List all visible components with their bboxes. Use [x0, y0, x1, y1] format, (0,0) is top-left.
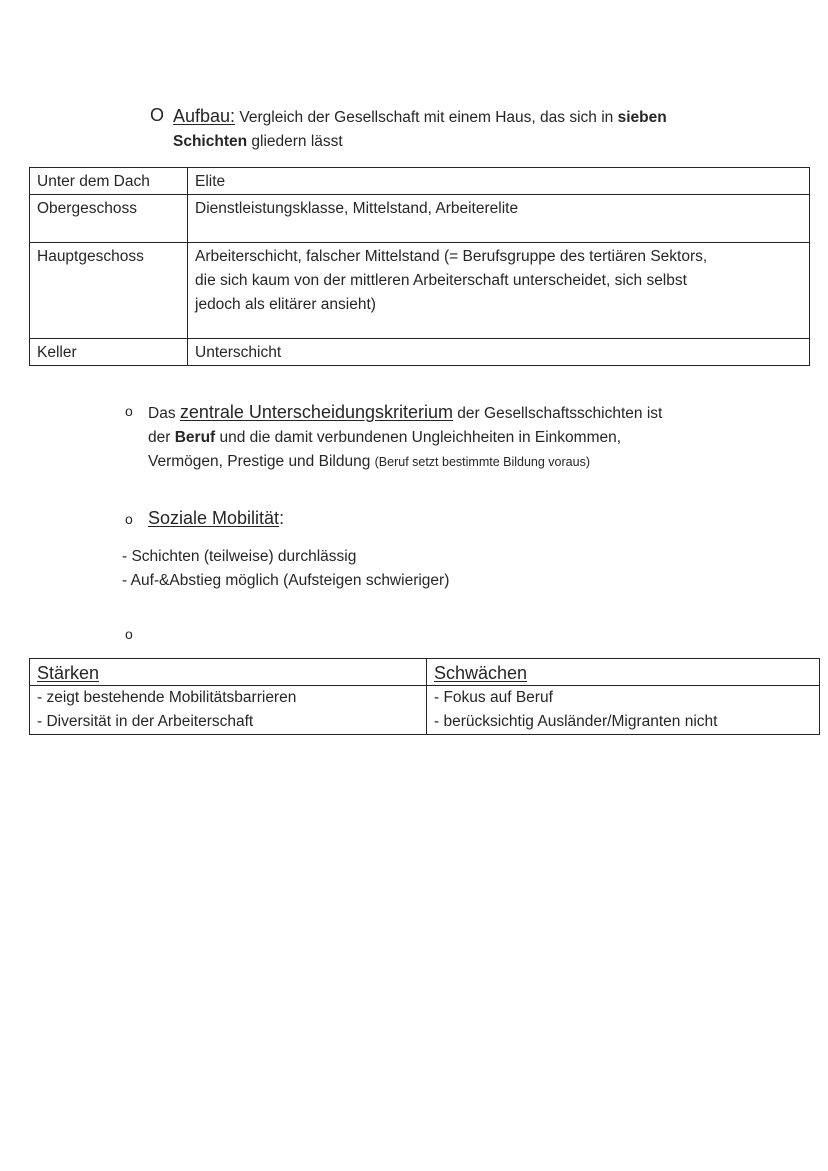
bullet-circle-icon: o [125, 626, 133, 642]
bullet-circle-icon: O [150, 105, 165, 125]
floor-cell: Keller [30, 339, 188, 366]
aufbau-text-2: gliedern lässt [247, 133, 343, 150]
table-row [30, 686, 820, 735]
desc-cell: Dienstleistungsklasse, Mittelstand, Arbeiterelite [188, 195, 810, 243]
mobilitaet-heading: Soziale Mobilität [148, 508, 280, 528]
kriterium-underlined: zentrale Unterscheidungskriterium [179, 402, 453, 422]
aufbau-text-1: Vergleich der Gesellschaft mit einem Haus, das sich in [235, 109, 618, 126]
house-table [29, 167, 810, 366]
desc-line: jedoch als elitärer ansieht) [195, 296, 376, 313]
list-item: - Fokus auf Beruf [434, 689, 553, 706]
table-row [30, 195, 810, 243]
aufbau-bold-2: Schichten [173, 133, 248, 150]
table-row [30, 243, 810, 339]
kriterium-line2-a: der [148, 429, 175, 446]
strengths-cell [30, 686, 427, 735]
desc-cell: Elite [188, 168, 810, 195]
kriterium-line2-bold: Beruf [174, 429, 216, 446]
kriterium-line3: Vermögen, Prestige und Bildung [148, 453, 375, 470]
mobilitaet-colon: : [279, 508, 285, 528]
list-item: - berücksichtig Ausländer/Migranten nicht [434, 713, 718, 730]
kriterium-text-2: der Gesellschaftsschichten ist [453, 405, 663, 422]
desc-line: die sich kaum von der mittleren Arbeiterschaft unterscheidet, sich selbst [195, 272, 687, 289]
weaknesses-cell [427, 686, 820, 735]
strengths-weaknesses-table [29, 658, 820, 735]
mobilitaet-heading-line [148, 506, 284, 532]
table-row [30, 168, 810, 195]
desc-cell: Unterschicht [188, 339, 810, 366]
kriterium-line2-b: und die damit verbundenen Ungleichheiten in Einkommen, [215, 429, 622, 446]
kriterium-line3-small: (Beruf setzt bestimmte Bildung voraus) [374, 455, 590, 469]
list-item: - Diversität in der Arbeiterschaft [37, 713, 254, 730]
floor-cell: Hauptgeschoss [30, 243, 188, 339]
list-item: - zeigt bestehende Mobilitätsbarrieren [37, 689, 297, 706]
table-row [30, 659, 820, 686]
strengths-header: Stärken [30, 659, 427, 686]
bullet-circle-icon: o [125, 511, 133, 527]
kriterium-text-1: Das [148, 405, 180, 422]
weaknesses-header: Schwächen [427, 659, 820, 686]
mobilitaet-list [122, 545, 449, 593]
bullet-circle-icon: o [125, 403, 133, 419]
aufbau-bold-1: sieben [617, 109, 667, 126]
desc-cell [188, 243, 810, 339]
list-item: - Schichten (teilweise) durchlässig [122, 548, 357, 565]
kriterium-paragraph [148, 400, 788, 474]
list-item: - Auf-&Abstieg möglich (Aufsteigen schwieriger) [122, 572, 450, 589]
aufbau-paragraph [173, 104, 773, 154]
aufbau-label: Aufbau: [173, 106, 236, 126]
floor-cell: Unter dem Dach [30, 168, 188, 195]
desc-line: Arbeiterschicht, falscher Mittelstand (= Berufsgruppe des tertiären Sektors, [195, 248, 708, 265]
table-row [30, 339, 810, 366]
floor-cell: Obergeschoss [30, 195, 188, 243]
